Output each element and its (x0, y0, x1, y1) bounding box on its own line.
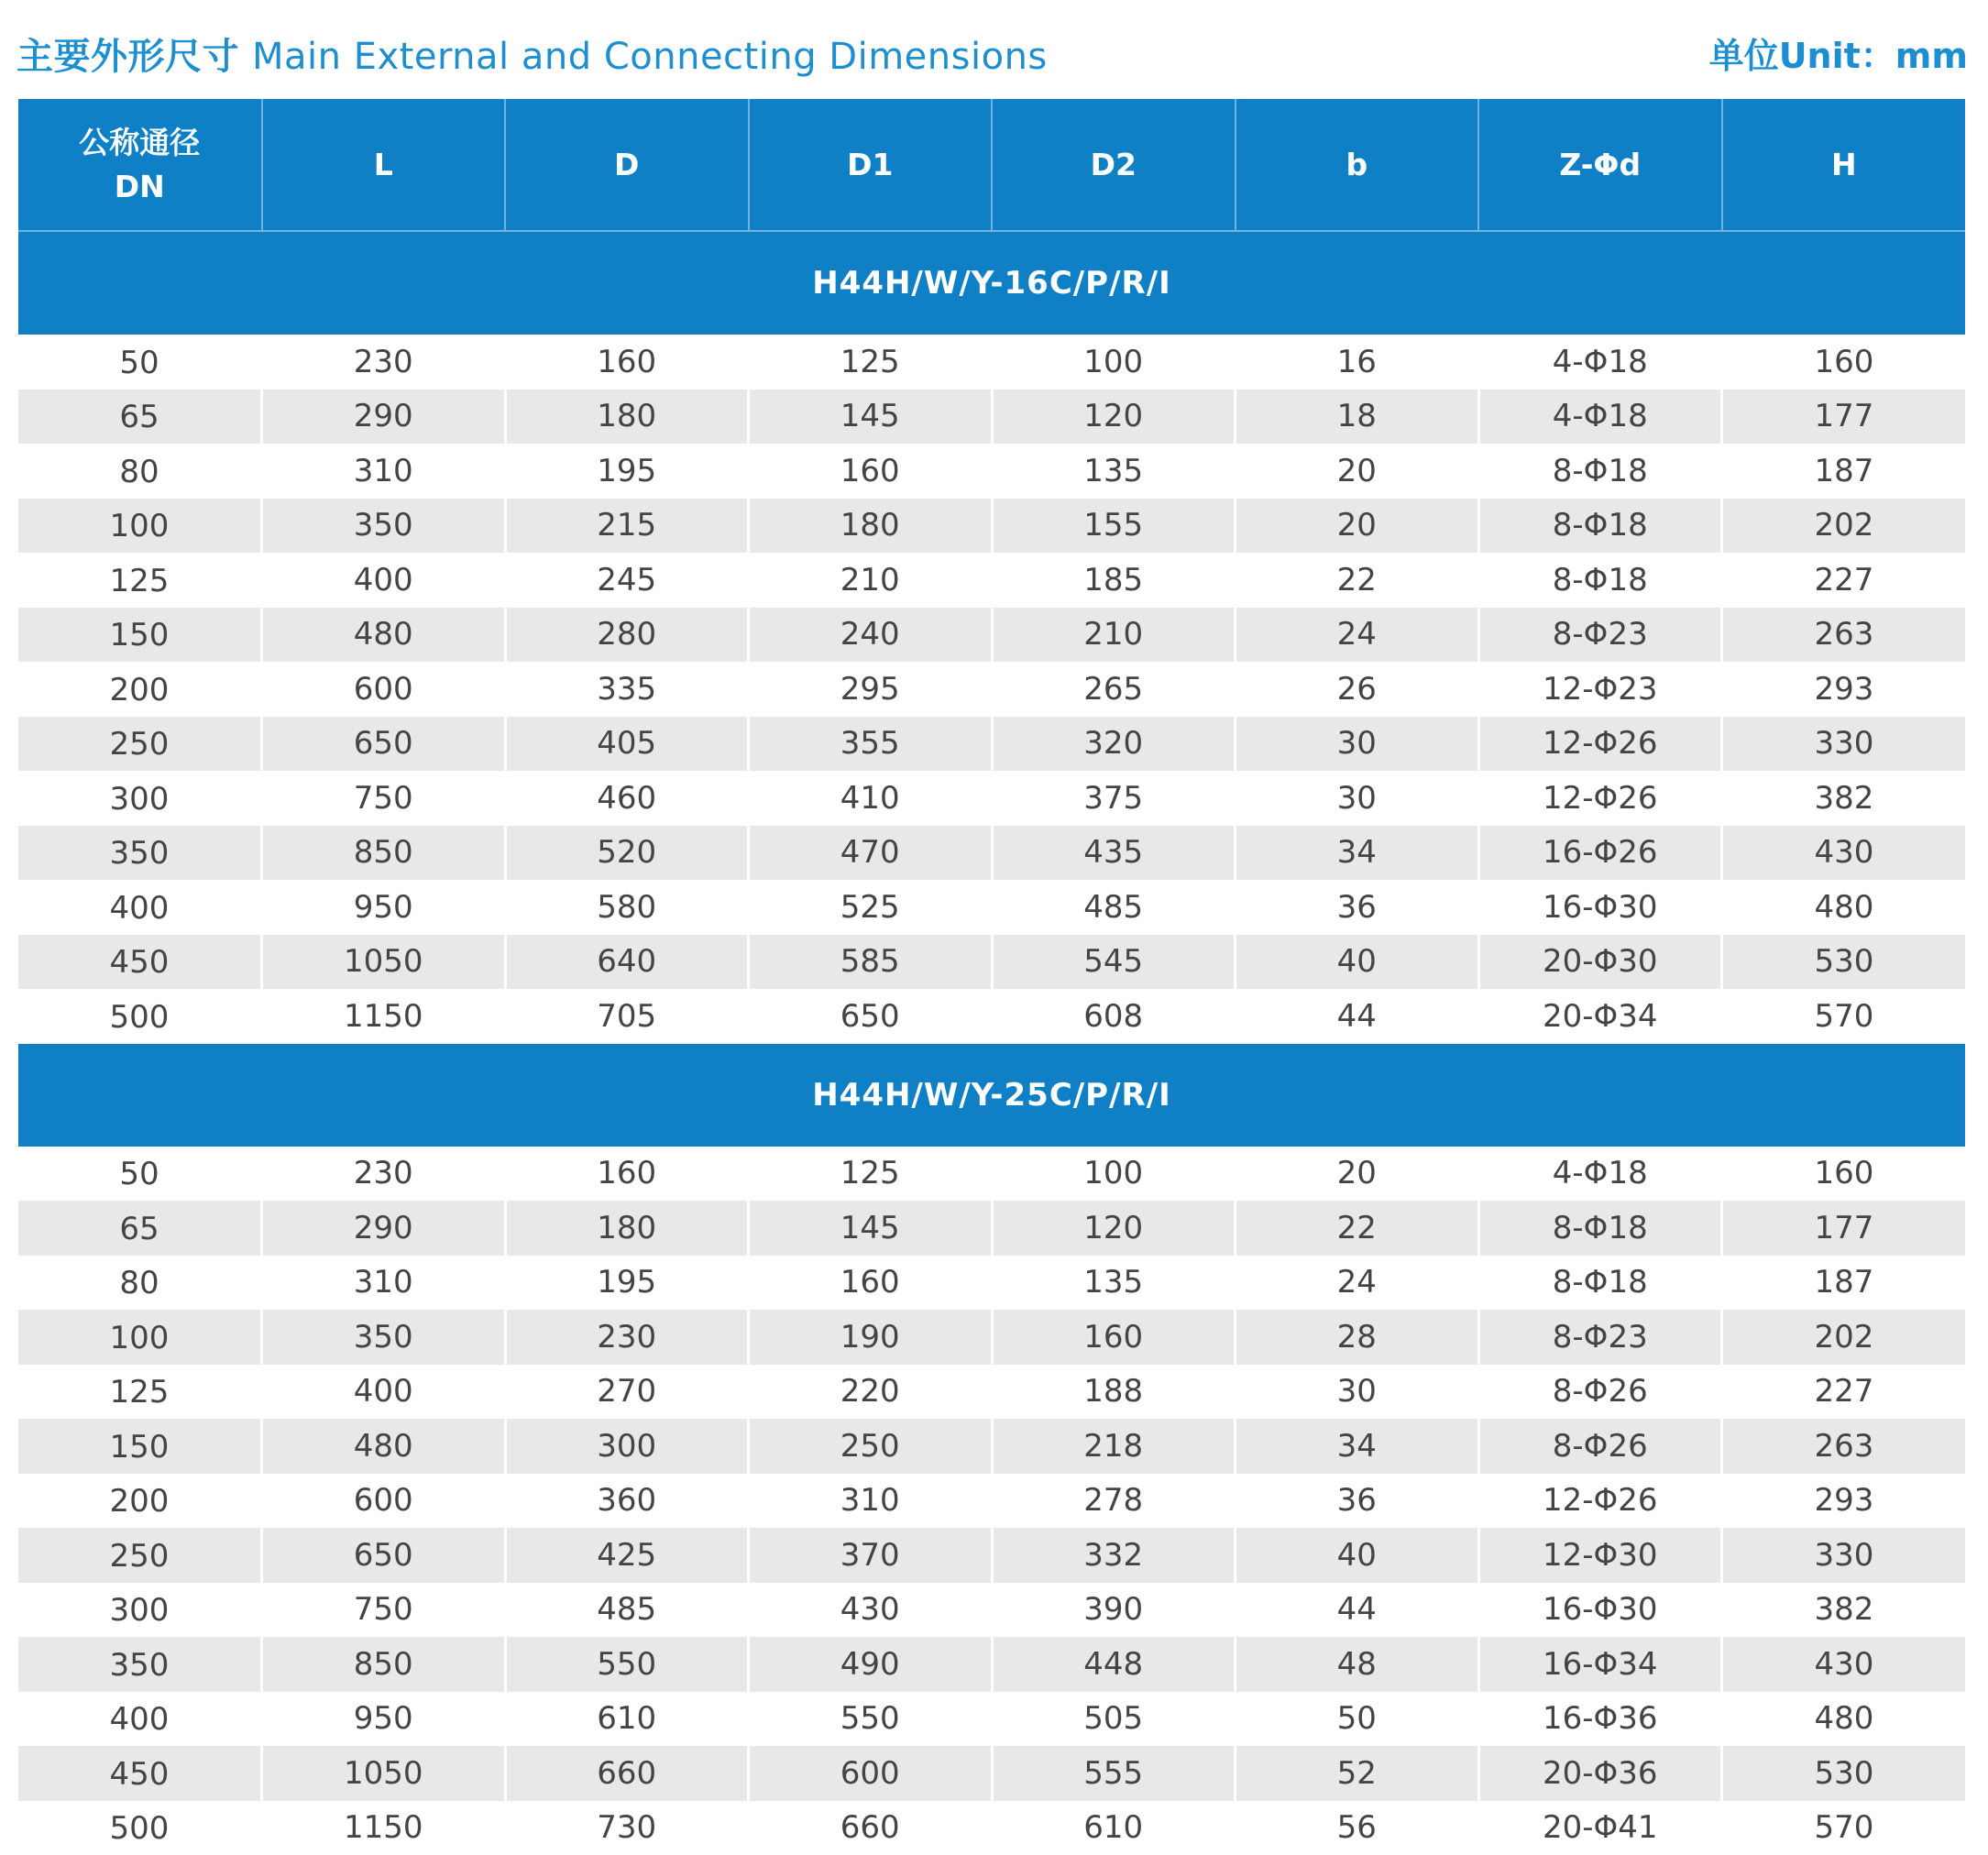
title-english: Main External and Connecting Dimensions (252, 36, 1048, 78)
cell-d: 180 (505, 1201, 749, 1256)
table-row (18, 1419, 1965, 1474)
cell-z-phi-d: 4-Φ18 (1478, 1147, 1722, 1202)
cell-d1: 160 (749, 1256, 993, 1311)
cell-h: 430 (1722, 1637, 1966, 1692)
unit-label: 单位Unit：mm (1709, 27, 1968, 78)
cell-z-phi-d: 4-Φ18 (1478, 335, 1722, 390)
cell-b: 30 (1236, 1365, 1479, 1420)
cell-z-phi-d: 20-Φ34 (1478, 989, 1722, 1044)
cell-d2: 448 (992, 1637, 1236, 1692)
cell-dn: 150 (18, 1419, 262, 1474)
cell-d: 610 (505, 1692, 749, 1747)
cell-dn: 450 (18, 1746, 262, 1801)
table-header (18, 99, 1965, 231)
column-header-dn-en: DN (18, 165, 261, 209)
table-row (18, 1201, 1965, 1256)
cell-l: 600 (262, 1474, 506, 1529)
cell-dn: 125 (18, 553, 262, 608)
dimensions-table (18, 99, 1965, 1855)
cell-d: 485 (505, 1583, 749, 1638)
cell-dn: 50 (18, 1147, 262, 1202)
cell-z-phi-d: 12-Φ26 (1478, 717, 1722, 772)
cell-l: 480 (262, 1419, 506, 1474)
cell-d: 195 (505, 1256, 749, 1311)
cell-b: 36 (1236, 1474, 1479, 1529)
cell-dn: 300 (18, 1583, 262, 1638)
table-row (18, 1746, 1965, 1801)
table-row (18, 499, 1965, 554)
cell-d2: 375 (992, 771, 1236, 826)
table-row (18, 1310, 1965, 1365)
cell-d2: 210 (992, 608, 1236, 663)
table-row (18, 662, 1965, 717)
cell-d1: 145 (749, 1201, 993, 1256)
cell-dn: 200 (18, 662, 262, 717)
cell-z-phi-d: 8-Φ18 (1478, 553, 1722, 608)
cell-h: 160 (1722, 1147, 1966, 1202)
cell-l: 650 (262, 1528, 506, 1583)
table-row (18, 717, 1965, 772)
cell-dn: 80 (18, 1256, 262, 1311)
cell-b: 50 (1236, 1692, 1479, 1747)
cell-h: 293 (1722, 662, 1966, 717)
cell-b: 30 (1236, 771, 1479, 826)
header-row (18, 99, 1965, 231)
cell-l: 290 (262, 390, 506, 445)
cell-dn: 150 (18, 608, 262, 663)
cell-b: 18 (1236, 390, 1479, 445)
cell-d: 300 (505, 1419, 749, 1474)
cell-d1: 160 (749, 444, 993, 499)
cell-z-phi-d: 8-Φ18 (1478, 444, 1722, 499)
table-row (18, 335, 1965, 390)
cell-h: 430 (1722, 826, 1966, 881)
column-header-dn (18, 99, 262, 231)
column-header-d: D (505, 99, 749, 231)
cell-z-phi-d: 8-Φ26 (1478, 1419, 1722, 1474)
cell-d1: 355 (749, 717, 993, 772)
cell-d2: 505 (992, 1692, 1236, 1747)
table-row (18, 1147, 1965, 1202)
cell-z-phi-d: 12-Φ26 (1478, 1474, 1722, 1529)
cell-d: 230 (505, 1310, 749, 1365)
cell-dn: 500 (18, 1801, 262, 1855)
cell-d: 405 (505, 717, 749, 772)
cell-z-phi-d: 8-Φ18 (1478, 499, 1722, 554)
cell-h: 480 (1722, 1692, 1966, 1747)
cell-d: 580 (505, 880, 749, 935)
cell-d: 215 (505, 499, 749, 554)
cell-dn: 300 (18, 771, 262, 826)
cell-b: 20 (1236, 1147, 1479, 1202)
cell-h: 227 (1722, 1365, 1966, 1420)
cell-d1: 210 (749, 553, 993, 608)
cell-d1: 470 (749, 826, 993, 881)
cell-d2: 160 (992, 1310, 1236, 1365)
cell-z-phi-d: 4-Φ18 (1478, 390, 1722, 445)
table-row (18, 444, 1965, 499)
cell-b: 30 (1236, 717, 1479, 772)
cell-h: 570 (1722, 989, 1966, 1044)
cell-z-phi-d: 12-Φ30 (1478, 1528, 1722, 1583)
cell-d1: 125 (749, 335, 993, 390)
cell-l: 310 (262, 444, 506, 499)
cell-l: 1150 (262, 989, 506, 1044)
cell-d2: 278 (992, 1474, 1236, 1529)
cell-b: 44 (1236, 1583, 1479, 1638)
cell-d: 640 (505, 935, 749, 990)
cell-l: 350 (262, 499, 506, 554)
cell-d1: 145 (749, 390, 993, 445)
cell-d2: 185 (992, 553, 1236, 608)
cell-z-phi-d: 16-Φ30 (1478, 1583, 1722, 1638)
cell-d2: 610 (992, 1801, 1236, 1855)
cell-dn: 400 (18, 1692, 262, 1747)
cell-b: 36 (1236, 880, 1479, 935)
cell-l: 950 (262, 1692, 506, 1747)
column-header-d1: D1 (749, 99, 993, 231)
cell-b: 40 (1236, 1528, 1479, 1583)
cell-dn: 450 (18, 935, 262, 990)
cell-d1: 370 (749, 1528, 993, 1583)
table-row (18, 1256, 1965, 1311)
group-header-row (18, 1044, 1965, 1147)
cell-z-phi-d: 8-Φ23 (1478, 1310, 1722, 1365)
table-row (18, 989, 1965, 1044)
cell-d: 270 (505, 1365, 749, 1420)
cell-d: 460 (505, 771, 749, 826)
table-row (18, 1583, 1965, 1638)
table-row (18, 390, 1965, 445)
cell-z-phi-d: 20-Φ36 (1478, 1746, 1722, 1801)
title-chinese: 主要外形尺寸 (16, 36, 239, 78)
cell-d2: 100 (992, 335, 1236, 390)
table-row (18, 553, 1965, 608)
cell-d2: 155 (992, 499, 1236, 554)
cell-d: 520 (505, 826, 749, 881)
cell-l: 480 (262, 608, 506, 663)
cell-dn: 500 (18, 989, 262, 1044)
cell-d2: 100 (992, 1147, 1236, 1202)
cell-l: 750 (262, 771, 506, 826)
table-row (18, 826, 1965, 881)
cell-d1: 600 (749, 1746, 993, 1801)
cell-l: 850 (262, 1637, 506, 1692)
cell-dn: 250 (18, 717, 262, 772)
cell-d2: 545 (992, 935, 1236, 990)
cell-h: 227 (1722, 553, 1966, 608)
cell-d2: 188 (992, 1365, 1236, 1420)
column-header-l: L (262, 99, 506, 231)
cell-d2: 608 (992, 989, 1236, 1044)
table-row (18, 1692, 1965, 1747)
page-title (16, 27, 1048, 80)
cell-h: 263 (1722, 1419, 1966, 1474)
cell-z-phi-d: 16-Φ36 (1478, 1692, 1722, 1747)
cell-d: 660 (505, 1746, 749, 1801)
cell-d2: 555 (992, 1746, 1236, 1801)
cell-b: 22 (1236, 553, 1479, 608)
cell-d: 550 (505, 1637, 749, 1692)
cell-h: 530 (1722, 1746, 1966, 1801)
cell-d2: 435 (992, 826, 1236, 881)
cell-h: 382 (1722, 771, 1966, 826)
cell-z-phi-d: 20-Φ41 (1478, 1801, 1722, 1855)
group-model-label: H44H/W/Y-25C/P/R/I (18, 1044, 1965, 1147)
cell-d1: 525 (749, 880, 993, 935)
cell-b: 28 (1236, 1310, 1479, 1365)
cell-b: 26 (1236, 662, 1479, 717)
cell-b: 16 (1236, 335, 1479, 390)
column-header-h: H (1722, 99, 1966, 231)
cell-dn: 250 (18, 1528, 262, 1583)
table-row (18, 880, 1965, 935)
cell-d1: 650 (749, 989, 993, 1044)
cell-b: 24 (1236, 1256, 1479, 1311)
cell-z-phi-d: 16-Φ30 (1478, 880, 1722, 935)
cell-d2: 390 (992, 1583, 1236, 1638)
cell-d: 425 (505, 1528, 749, 1583)
cell-l: 230 (262, 335, 506, 390)
cell-d1: 585 (749, 935, 993, 990)
cell-l: 290 (262, 1201, 506, 1256)
cell-d1: 190 (749, 1310, 993, 1365)
cell-h: 382 (1722, 1583, 1966, 1638)
cell-h: 263 (1722, 608, 1966, 663)
cell-d1: 550 (749, 1692, 993, 1747)
table-row (18, 1528, 1965, 1583)
cell-d2: 320 (992, 717, 1236, 772)
table-body (18, 231, 1965, 1855)
cell-d: 245 (505, 553, 749, 608)
cell-h: 570 (1722, 1801, 1966, 1855)
cell-b: 34 (1236, 826, 1479, 881)
cell-dn: 400 (18, 880, 262, 935)
column-header-z-phi-d: Z-Φd (1478, 99, 1722, 231)
cell-d2: 485 (992, 880, 1236, 935)
column-header-dn-cn: 公称通径 (18, 121, 261, 165)
cell-dn: 65 (18, 1201, 262, 1256)
cell-dn: 200 (18, 1474, 262, 1529)
cell-h: 530 (1722, 935, 1966, 990)
cell-l: 850 (262, 826, 506, 881)
cell-dn: 100 (18, 1310, 262, 1365)
table-row (18, 771, 1965, 826)
cell-l: 950 (262, 880, 506, 935)
cell-d2: 120 (992, 1201, 1236, 1256)
cell-dn: 350 (18, 1637, 262, 1692)
cell-dn: 65 (18, 390, 262, 445)
cell-l: 230 (262, 1147, 506, 1202)
cell-l: 1150 (262, 1801, 506, 1855)
page-header (0, 0, 1988, 99)
cell-d: 195 (505, 444, 749, 499)
cell-d1: 125 (749, 1147, 993, 1202)
column-header-d2: D2 (992, 99, 1236, 231)
cell-b: 52 (1236, 1746, 1479, 1801)
cell-d: 160 (505, 1147, 749, 1202)
cell-d: 335 (505, 662, 749, 717)
cell-b: 40 (1236, 935, 1479, 990)
cell-d1: 490 (749, 1637, 993, 1692)
table-row (18, 1637, 1965, 1692)
cell-l: 350 (262, 1310, 506, 1365)
cell-d1: 220 (749, 1365, 993, 1420)
cell-l: 650 (262, 717, 506, 772)
cell-h: 187 (1722, 444, 1966, 499)
table-row (18, 1365, 1965, 1420)
cell-l: 400 (262, 553, 506, 608)
cell-dn: 100 (18, 499, 262, 554)
table-row (18, 608, 1965, 663)
cell-z-phi-d: 16-Φ26 (1478, 826, 1722, 881)
cell-h: 293 (1722, 1474, 1966, 1529)
cell-d2: 218 (992, 1419, 1236, 1474)
cell-z-phi-d: 8-Φ18 (1478, 1256, 1722, 1311)
table-row (18, 1474, 1965, 1529)
cell-l: 1050 (262, 935, 506, 990)
cell-l: 600 (262, 662, 506, 717)
cell-h: 160 (1722, 335, 1966, 390)
cell-d: 280 (505, 608, 749, 663)
cell-d1: 660 (749, 1801, 993, 1855)
cell-b: 56 (1236, 1801, 1479, 1855)
cell-h: 202 (1722, 1310, 1966, 1365)
cell-d: 360 (505, 1474, 749, 1529)
cell-d2: 120 (992, 390, 1236, 445)
cell-d: 160 (505, 335, 749, 390)
cell-d1: 250 (749, 1419, 993, 1474)
cell-b: 34 (1236, 1419, 1479, 1474)
cell-d1: 180 (749, 499, 993, 554)
cell-d1: 310 (749, 1474, 993, 1529)
cell-b: 48 (1236, 1637, 1479, 1692)
cell-z-phi-d: 8-Φ18 (1478, 1201, 1722, 1256)
cell-d1: 240 (749, 608, 993, 663)
cell-h: 177 (1722, 390, 1966, 445)
cell-h: 480 (1722, 880, 1966, 935)
cell-d2: 135 (992, 1256, 1236, 1311)
cell-l: 1050 (262, 1746, 506, 1801)
cell-l: 400 (262, 1365, 506, 1420)
cell-l: 310 (262, 1256, 506, 1311)
cell-d2: 265 (992, 662, 1236, 717)
cell-z-phi-d: 12-Φ26 (1478, 771, 1722, 826)
cell-z-phi-d: 8-Φ26 (1478, 1365, 1722, 1420)
table-row (18, 935, 1965, 990)
group-model-label: H44H/W/Y-16C/P/R/I (18, 231, 1965, 335)
table-row (18, 1801, 1965, 1855)
cell-b: 24 (1236, 608, 1479, 663)
column-header-b: b (1236, 99, 1479, 231)
cell-z-phi-d: 12-Φ23 (1478, 662, 1722, 717)
cell-b: 22 (1236, 1201, 1479, 1256)
cell-h: 187 (1722, 1256, 1966, 1311)
cell-dn: 50 (18, 335, 262, 390)
cell-d: 705 (505, 989, 749, 1044)
cell-d: 180 (505, 390, 749, 445)
cell-d: 730 (505, 1801, 749, 1855)
cell-z-phi-d: 16-Φ34 (1478, 1637, 1722, 1692)
cell-d1: 410 (749, 771, 993, 826)
cell-b: 20 (1236, 499, 1479, 554)
cell-d1: 430 (749, 1583, 993, 1638)
cell-dn: 350 (18, 826, 262, 881)
cell-h: 177 (1722, 1201, 1966, 1256)
cell-l: 750 (262, 1583, 506, 1638)
cell-z-phi-d: 8-Φ23 (1478, 608, 1722, 663)
cell-dn: 80 (18, 444, 262, 499)
cell-dn: 125 (18, 1365, 262, 1420)
group-header-row (18, 231, 1965, 335)
cell-b: 20 (1236, 444, 1479, 499)
cell-d2: 135 (992, 444, 1236, 499)
cell-b: 44 (1236, 989, 1479, 1044)
dimensions-table-container (18, 99, 1965, 1855)
cell-h: 330 (1722, 1528, 1966, 1583)
cell-h: 202 (1722, 499, 1966, 554)
cell-d1: 295 (749, 662, 993, 717)
cell-d2: 332 (992, 1528, 1236, 1583)
cell-h: 330 (1722, 717, 1966, 772)
cell-z-phi-d: 20-Φ30 (1478, 935, 1722, 990)
